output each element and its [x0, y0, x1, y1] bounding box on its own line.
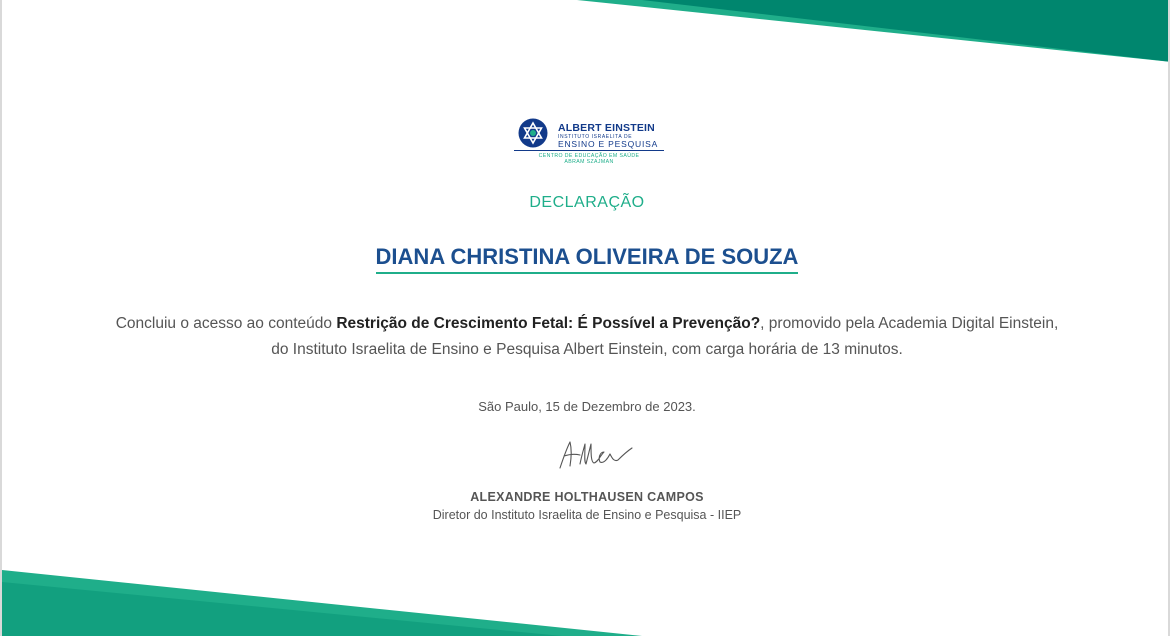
- institution-logo: [512, 116, 672, 168]
- signer-name: ALEXANDRE HOLTHAUSEN CAMPOS: [470, 490, 704, 504]
- handwritten-signature: [554, 436, 638, 474]
- top-decorative-band: [2, 0, 1170, 70]
- logo-divider: [514, 150, 664, 151]
- body-prefix: Concluiu o acesso ao conteúdo: [115, 315, 337, 332]
- logo-center-line-2: ABRAM SZAJMAN: [564, 159, 614, 165]
- logo-subtitle-1: INSTITUTO ISRAELITA DE: [558, 134, 633, 140]
- logo-subtitle-2: ENSINO E PESQUISA: [558, 139, 659, 149]
- recipient-block: [2, 244, 1170, 274]
- declaration-body: [112, 311, 1062, 363]
- body-suffix: , promovido pela Academia Digital Einstein, do Instituto Israelita de Ensino e Pesquisa Albert Einstein, com carga horária de 13 minutos.: [271, 315, 1059, 358]
- date-line: São Paulo, 15 de Dezembro de 2023.: [478, 399, 696, 414]
- course-name: Restrição de Crescimento Fetal: É Possível a Prevenção?: [336, 315, 761, 332]
- logo-center-line-1: CENTRO DE EDUCAÇÃO EM SAÚDE: [538, 153, 640, 159]
- star-emblem-icon: [518, 118, 548, 148]
- document-title: DECLARAÇÃO: [529, 194, 645, 211]
- logo-name: ALBERT EINSTEIN: [558, 122, 655, 134]
- bottom-decorative-band: [2, 560, 1170, 636]
- recipient-name: DIANA CHRISTINA OLIVEIRA DE SOUZA: [376, 244, 799, 274]
- signer-role: Diretor do Instituto Israelita de Ensino e Pesquisa - IIEP: [432, 508, 742, 522]
